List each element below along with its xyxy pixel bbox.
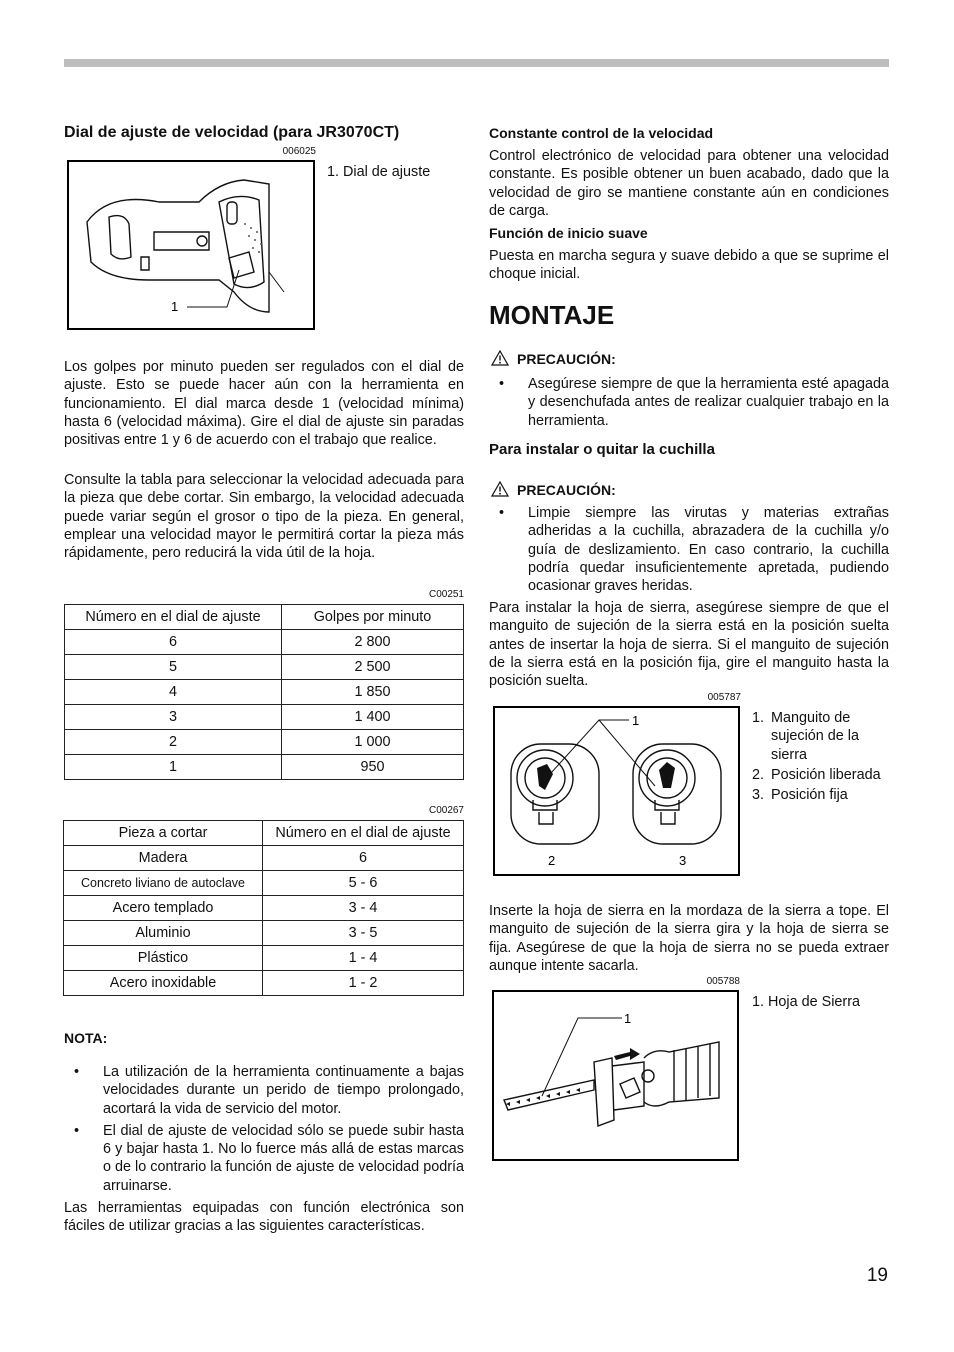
table-cell: 1 - 2 bbox=[263, 971, 464, 996]
table-cell: 5 bbox=[65, 655, 282, 680]
table-cell: Acero inoxidable bbox=[64, 971, 263, 996]
figure-caption bbox=[327, 163, 430, 181]
list-item: • Limpie siempre las virutas y materias extrañas adheridas a la cuchilla, abrazadera de la cuchilla y/o guía de deslizamiento. En caso contrario, la cuchilla podría quedar insuficientemente apretada, pudiendo ocasionar graves heridas. bbox=[499, 505, 889, 595]
table-cell: 2 500 bbox=[282, 655, 464, 680]
heading-constant-speed: Constante control de la velocidad bbox=[489, 125, 714, 141]
callout-2: 2 bbox=[548, 853, 556, 868]
figure-code: 005788 bbox=[706, 976, 740, 987]
caption-text: Dial de ajuste bbox=[343, 164, 431, 180]
table-cell: 1 400 bbox=[282, 705, 464, 730]
table-row bbox=[65, 730, 464, 755]
table-cell: Aluminio bbox=[64, 921, 263, 946]
table-cell: 1 - 4 bbox=[263, 946, 464, 971]
page-number: 19 bbox=[866, 1265, 888, 1286]
list-item: • La utilización de la herramienta continuamente a bajas velocidades durante un perido de tiempo prolongado, acortará la vida de servicio del motor. bbox=[74, 1064, 464, 1117]
figure-code: 006025 bbox=[282, 146, 316, 157]
caption-text: Hoja de Sierra bbox=[768, 994, 861, 1010]
list-item: • Asegúrese siempre de que la herramienta esté apagada y desenchufada antes de realizar cualquier trabajo en la herramienta. bbox=[499, 376, 889, 429]
speed-table bbox=[64, 604, 464, 780]
speed-dial-figure bbox=[67, 160, 315, 330]
callout-1: 1 bbox=[632, 713, 640, 728]
table-cell: 1 bbox=[65, 755, 282, 780]
table-cell: 1 850 bbox=[282, 680, 464, 705]
caution-list bbox=[489, 504, 889, 599]
list-item: 1. Manguito de sujeción de la sierra bbox=[752, 710, 860, 763]
table-row bbox=[65, 755, 464, 780]
table-row bbox=[65, 705, 464, 730]
list-item: • El dial de ajuste de velocidad sólo se puede subir hasta 6 y bajar hasta 1. No lo fuerce más allá de estas marcas o de lo contrario la función de ajuste de velocidad podría arruinarse. bbox=[74, 1122, 464, 1194]
table-row bbox=[64, 896, 464, 921]
warning-icon bbox=[491, 481, 509, 497]
callout-3: 3 bbox=[679, 853, 687, 868]
table-row bbox=[64, 871, 464, 896]
table-cell: 3 - 4 bbox=[263, 896, 464, 921]
callout-1: 1 bbox=[171, 299, 179, 314]
heading-install-blade: Para instalar o quitar la cuchilla bbox=[489, 441, 715, 458]
nota-list bbox=[64, 1063, 464, 1199]
list-item: 2. Posición liberada bbox=[752, 766, 881, 783]
section-title-speed-dial: Dial de ajuste de velocidad (para JR3070CT) bbox=[64, 124, 400, 141]
warning-icon bbox=[491, 350, 509, 366]
table-row bbox=[64, 946, 464, 971]
table-code: C00267 bbox=[428, 805, 464, 816]
figure-captions bbox=[752, 709, 882, 804]
figure-caption: 1. Hoja de Sierra bbox=[752, 994, 861, 1010]
section-title-montaje: MONTAJE bbox=[489, 300, 615, 330]
table-row bbox=[64, 921, 464, 946]
table-cell: 1 000 bbox=[282, 730, 464, 755]
paragraph-soft-start: Puesta en marcha segura y suave debido a que se suprime el choque inicial. bbox=[489, 248, 889, 283]
paragraph-dial: Los golpes por minuto pueden ser regulados con el dial de ajuste. Esto se puede hacer aún con la herramienta en funcionamiento. El dial marca desde 1 (velocidad mínima) hasta 6 (velocidad máxima). Gire el dial de ajuste sin paradas positivas entre 1 y 6 de acuerdo con el trabajo que realice. bbox=[64, 359, 464, 449]
table-header: Pieza a cortar bbox=[64, 821, 263, 846]
table-row bbox=[64, 971, 464, 996]
caution-heading: PRECAUCIÓN: bbox=[491, 350, 616, 367]
paragraph-constant-speed: Control electrónico de velocidad para obtener una velocidad constante. Es posible obtener un buen acabado, dado que la velocidad de giro se mantiene constante aún en condiciones de carga. bbox=[489, 148, 889, 219]
caution-heading: PRECAUCIÓN: bbox=[491, 481, 616, 498]
tool-dial-illustration bbox=[69, 162, 313, 328]
figure-code: 005787 bbox=[707, 692, 741, 703]
list-item: 3. Posición fija bbox=[752, 787, 848, 804]
table-cell: Acero templado bbox=[64, 896, 263, 921]
table-cell: 5 - 6 bbox=[263, 871, 464, 896]
table-cell: 950 bbox=[282, 755, 464, 780]
table-header: Número en el dial de ajuste bbox=[263, 821, 464, 846]
table-cell: 3 - 5 bbox=[263, 921, 464, 946]
table-code: C00251 bbox=[428, 589, 464, 600]
caption-number: 1. bbox=[327, 164, 340, 180]
table-cell: 2 bbox=[65, 730, 282, 755]
clamp-positions-illustration bbox=[495, 708, 738, 874]
saw-blade-illustration bbox=[494, 992, 737, 1159]
caution-list bbox=[489, 375, 889, 434]
table-row bbox=[65, 680, 464, 705]
blade-clamp-figure bbox=[493, 706, 740, 876]
table-header: Número en el dial de ajuste bbox=[65, 605, 282, 630]
heading-soft-start: Función de inicio suave bbox=[489, 225, 648, 241]
paragraph-table-hint: Consulte la tabla para seleccionar la velocidad adecuada para la pieza que debe cortar. Sin embargo, la velocidad adecuada puede variar según el grosor o tipo de la pieza. En general, emplear una velocidad mayor le permitirá cortar la pieza más rápidamente, pero reducirá la vida útil de la hoja. bbox=[64, 472, 464, 562]
table-row bbox=[65, 655, 464, 680]
table-header: Golpes por minuto bbox=[282, 605, 464, 630]
nota-label: NOTA: bbox=[64, 1030, 108, 1046]
header-rule bbox=[64, 59, 889, 67]
paragraph-electronic: Las herramientas equipadas con función electrónica son fáciles de utilizar gracias a las siguientes características. bbox=[64, 1200, 464, 1235]
callout-1: 1 bbox=[624, 1011, 632, 1026]
table-cell: 2 800 bbox=[282, 630, 464, 655]
table-row bbox=[64, 846, 464, 871]
table-row bbox=[65, 630, 464, 655]
table-cell: 6 bbox=[65, 630, 282, 655]
table-cell: 6 bbox=[263, 846, 464, 871]
paragraph-insert-blade: Inserte la hoja de sierra en la mordaza de la sierra a tope. El manguito de sujeción de la sierra gira y la hoja de sierra se fija. Asegúrese de que la hoja de sierra no se pueda extraer aunque intente sacarla. bbox=[489, 903, 889, 974]
material-table bbox=[63, 820, 464, 996]
table-cell: Concreto liviano de autoclave bbox=[64, 871, 263, 896]
table-cell: Plástico bbox=[64, 946, 263, 971]
table-cell: 4 bbox=[65, 680, 282, 705]
table-cell: 3 bbox=[65, 705, 282, 730]
table-cell: Madera bbox=[64, 846, 263, 871]
paragraph-install: Para instalar la hoja de sierra, asegúrese siempre de que el manguito de sujeción de la sierra está en la posición suelta antes de insertar la hoja de sierra. Si el manguito de sujeción de la sierra está en la posición fija, gire el manguito hasta la posición suelta. bbox=[489, 600, 889, 690]
saw-blade-figure bbox=[492, 990, 739, 1161]
